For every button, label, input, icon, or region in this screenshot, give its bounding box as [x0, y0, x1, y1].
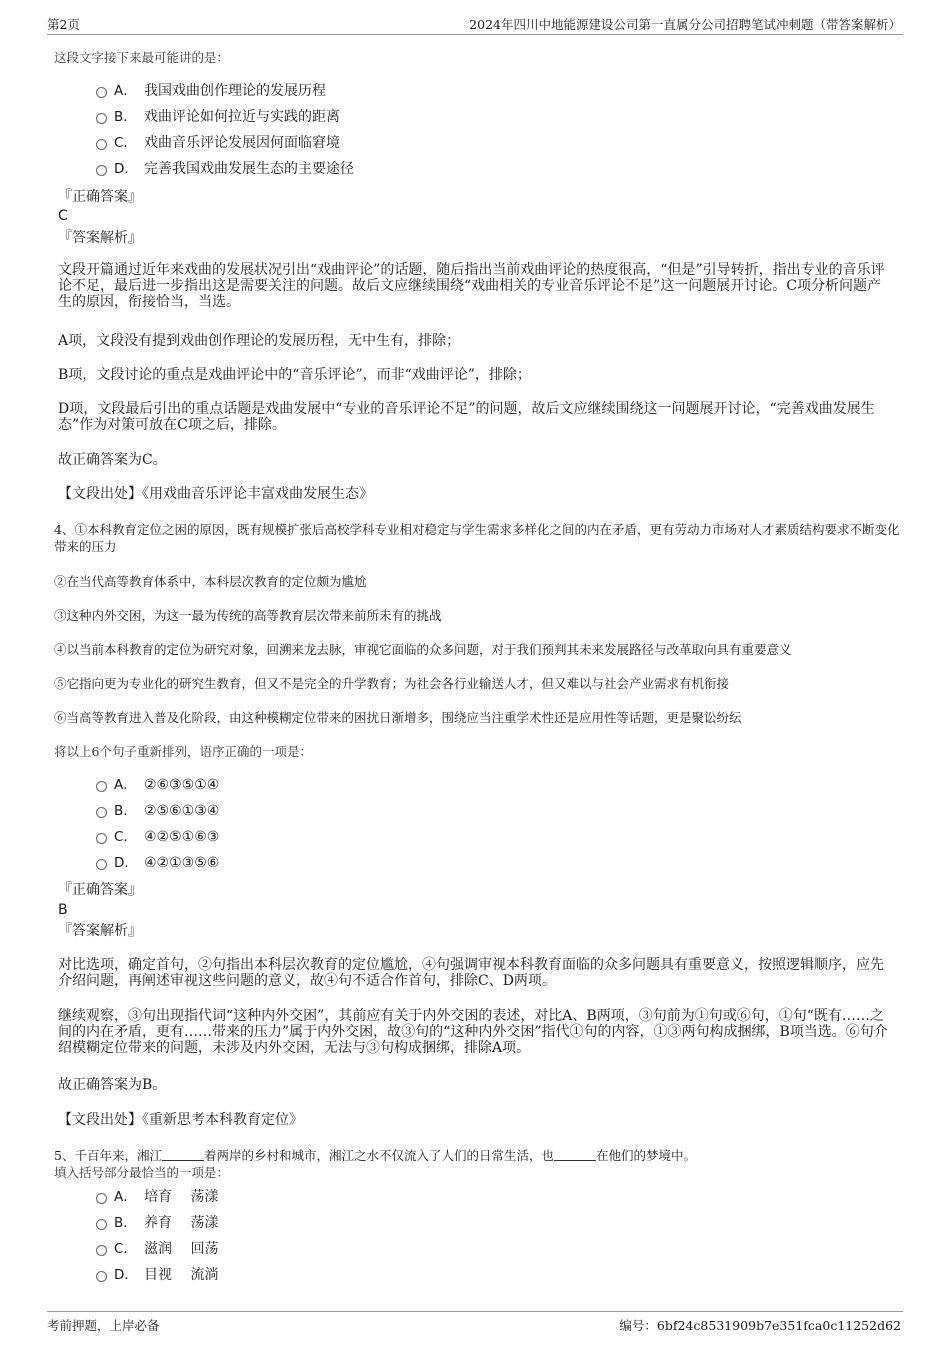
q4-source: 【文段出处】《重新思考本科教育定位》 [58, 1112, 303, 1128]
q3-analysis-paragraph: D项，文段最后引出的重点话题是戏曲发展中“专业的音乐评论不足”的问题，故后文应继续围绕这一问题展开讨论，“完善戏曲发展生态”作为对策可放在C项之后，排除。 [58, 401, 875, 433]
q5-stem: 5、千百年来，湘江 着两岸的乡村和城市，湘江之水不仅流入了人们的日常生活，也 在他们的梦境中。 [54, 1148, 696, 1163]
q4-answer: B [58, 902, 68, 918]
radio-icon[interactable] [96, 1193, 107, 1204]
q4-option-a[interactable]: A． ②⑥③⑤①④ [96, 775, 219, 795]
q3-source: 【文段出处】《用戏曲音乐评论丰富戏曲发展生态》 [58, 486, 373, 502]
q5-option-a[interactable]: A． 培育 荡漾 [96, 1187, 218, 1207]
q5-option-c[interactable]: C． 滋润 回荡 [96, 1239, 218, 1259]
q3-option-d[interactable]: D． 完善我国戏曲发展生态的主要途径 [96, 159, 354, 179]
q3-analysis-paragraph: B项，文段讨论的重点是戏曲评论中的“音乐评论”，而非“戏曲评论”，排除； [58, 367, 531, 383]
q5-option-b[interactable]: B． 养育 荡漾 [96, 1213, 218, 1233]
q3-analysis-paragraph: A项，文段没有提到戏曲创作理论的发展历程，无中生有，排除； [58, 333, 461, 349]
q3-option-a[interactable]: A． 我国戏曲创作理论的发展历程 [96, 81, 326, 101]
document-title: 2024年四川中地能源建设公司第一直属分公司招聘笔试冲刺题（带答案解析） [469, 17, 901, 32]
q4-option-c[interactable]: C． ④②⑤①⑥③ [96, 827, 219, 847]
radio-icon[interactable] [96, 1245, 107, 1256]
page-footer [47, 1311, 903, 1336]
radio-icon[interactable] [96, 859, 107, 870]
q3-stem: 这段文字接下来最可能讲的是： [54, 50, 230, 65]
q4-analysis-paragraph: 故正确答案为B。 [58, 1077, 167, 1093]
blank-1 [162, 1148, 204, 1161]
q4-stem: 将以上6个句子重新排列，语序正确的一项是： [54, 744, 312, 759]
radio-icon[interactable] [96, 807, 107, 818]
q3-option-b[interactable]: B． 戏曲评论如何拉近与实践的距离 [96, 107, 340, 127]
q4-analysis-paragraph: 继续观察，③句出现指代词“这种内外交困”，其前应有关于内外交困的表述，对比A、B两项，③句前为①句或⑥句，①句“既有……之间的内在矛盾，更有……带来的压力”属于内外交困，故③句的“这种内外交困”指代①句的内容，①③两句构成捆绑，B项当选。⑥句介绍模糊定位带来的问题，未涉及内外交困，无法与③句构成捆绑，排除A项。 [58, 1008, 888, 1056]
q5-option-d[interactable]: D． 目视 流淌 [96, 1265, 218, 1285]
q4-option-b[interactable]: B． ②⑤⑥①③④ [96, 801, 219, 821]
q4-option-d[interactable]: D． ④②①③⑤⑥ [96, 853, 219, 873]
radio-icon[interactable] [96, 165, 107, 176]
footer-slogan: 考前押题，上岸必备 [47, 1318, 160, 1333]
radio-icon[interactable] [96, 781, 107, 792]
radio-icon[interactable] [96, 139, 107, 150]
radio-icon[interactable] [96, 87, 107, 98]
q4-analysis-paragraph: 对比选项，确定首句，②句指出本科层次教育的定位尴尬，④句强调审视本科教育面临的众多问题具有重要意义，按照逻辑顺序，应先介绍问题，再阐述审视这些问题的意义，故④句不适合作首句，排除C、D两项。 [58, 957, 884, 989]
q3-analysis-paragraph: 文段开篇通过近年来戏曲的发展状况引出“戏曲评论”的话题，随后指出当前戏曲评论的热度很高，“但是”引导转折，指出专业的音乐评论不足，最后进一步指出这是需要关注的问题。故后文应继续围绕“戏曲相关的专业音乐评论不足”这一问题展开讨论。C项分析问题产生的原因，衔接恰当，当选。 [58, 262, 885, 310]
q4-sentence: ②在当代高等教育体系中，本科层次教育的定位颇为尴尬 [54, 574, 367, 589]
document-code: 编号：6bf24c8531909b7e351fca0c11252d62 [619, 1318, 901, 1333]
radio-icon[interactable] [96, 1219, 107, 1230]
blank-2 [554, 1148, 596, 1161]
q4-sentence: ⑥当高等教育进入普及化阶段，由这种模糊定位带来的困扰日渐增多，围绕应当注重学术性还是应用性等话题，更是聚讼纷纭 [54, 710, 742, 725]
radio-icon[interactable] [96, 1271, 107, 1282]
q3-analysis-paragraph: 故正确答案为C。 [58, 452, 167, 468]
q4-sentence: 4、①本科教育定位之困的原因，既有规模扩张后高校学科专业相对稳定与学生需求多样化之间的内在矛盾，更有劳动力市场对人才素质结构要求不断变化带来的压力 [54, 522, 900, 554]
q4-sentence: ③这种内外交困，为这一最为传统的高等教育层次带来前所未有的挑战 [54, 608, 442, 623]
q4-sentence: ④以当前本科教育的定位为研究对象，回溯来龙去脉，审视它面临的众多问题，对于我们预判其未来发展路径与改革取向具有重要意义 [54, 642, 792, 657]
q4-analysis-label: 『答案解析』 [58, 923, 142, 939]
q4-sentence: ⑤它指向更为专业化的研究生教育，但又不是完全的升学教育；为社会各行业输送人才，但又难以与社会产业需求有机衔接 [54, 676, 730, 691]
q5-prompt: 填入括号部分最恰当的一项是： [54, 1165, 230, 1180]
radio-icon[interactable] [96, 113, 107, 124]
radio-icon[interactable] [96, 833, 107, 844]
q4-answer-label: 『正确答案』 [58, 882, 142, 898]
page-number: 第2页 [47, 17, 80, 32]
q3-analysis-label: 『答案解析』 [58, 230, 142, 246]
q3-answer-label: 『正确答案』 [58, 189, 142, 205]
page-header [47, 14, 903, 35]
q3-option-c[interactable]: C． 戏曲音乐评论发展因何面临窘境 [96, 133, 340, 153]
q3-answer: C [58, 208, 68, 224]
